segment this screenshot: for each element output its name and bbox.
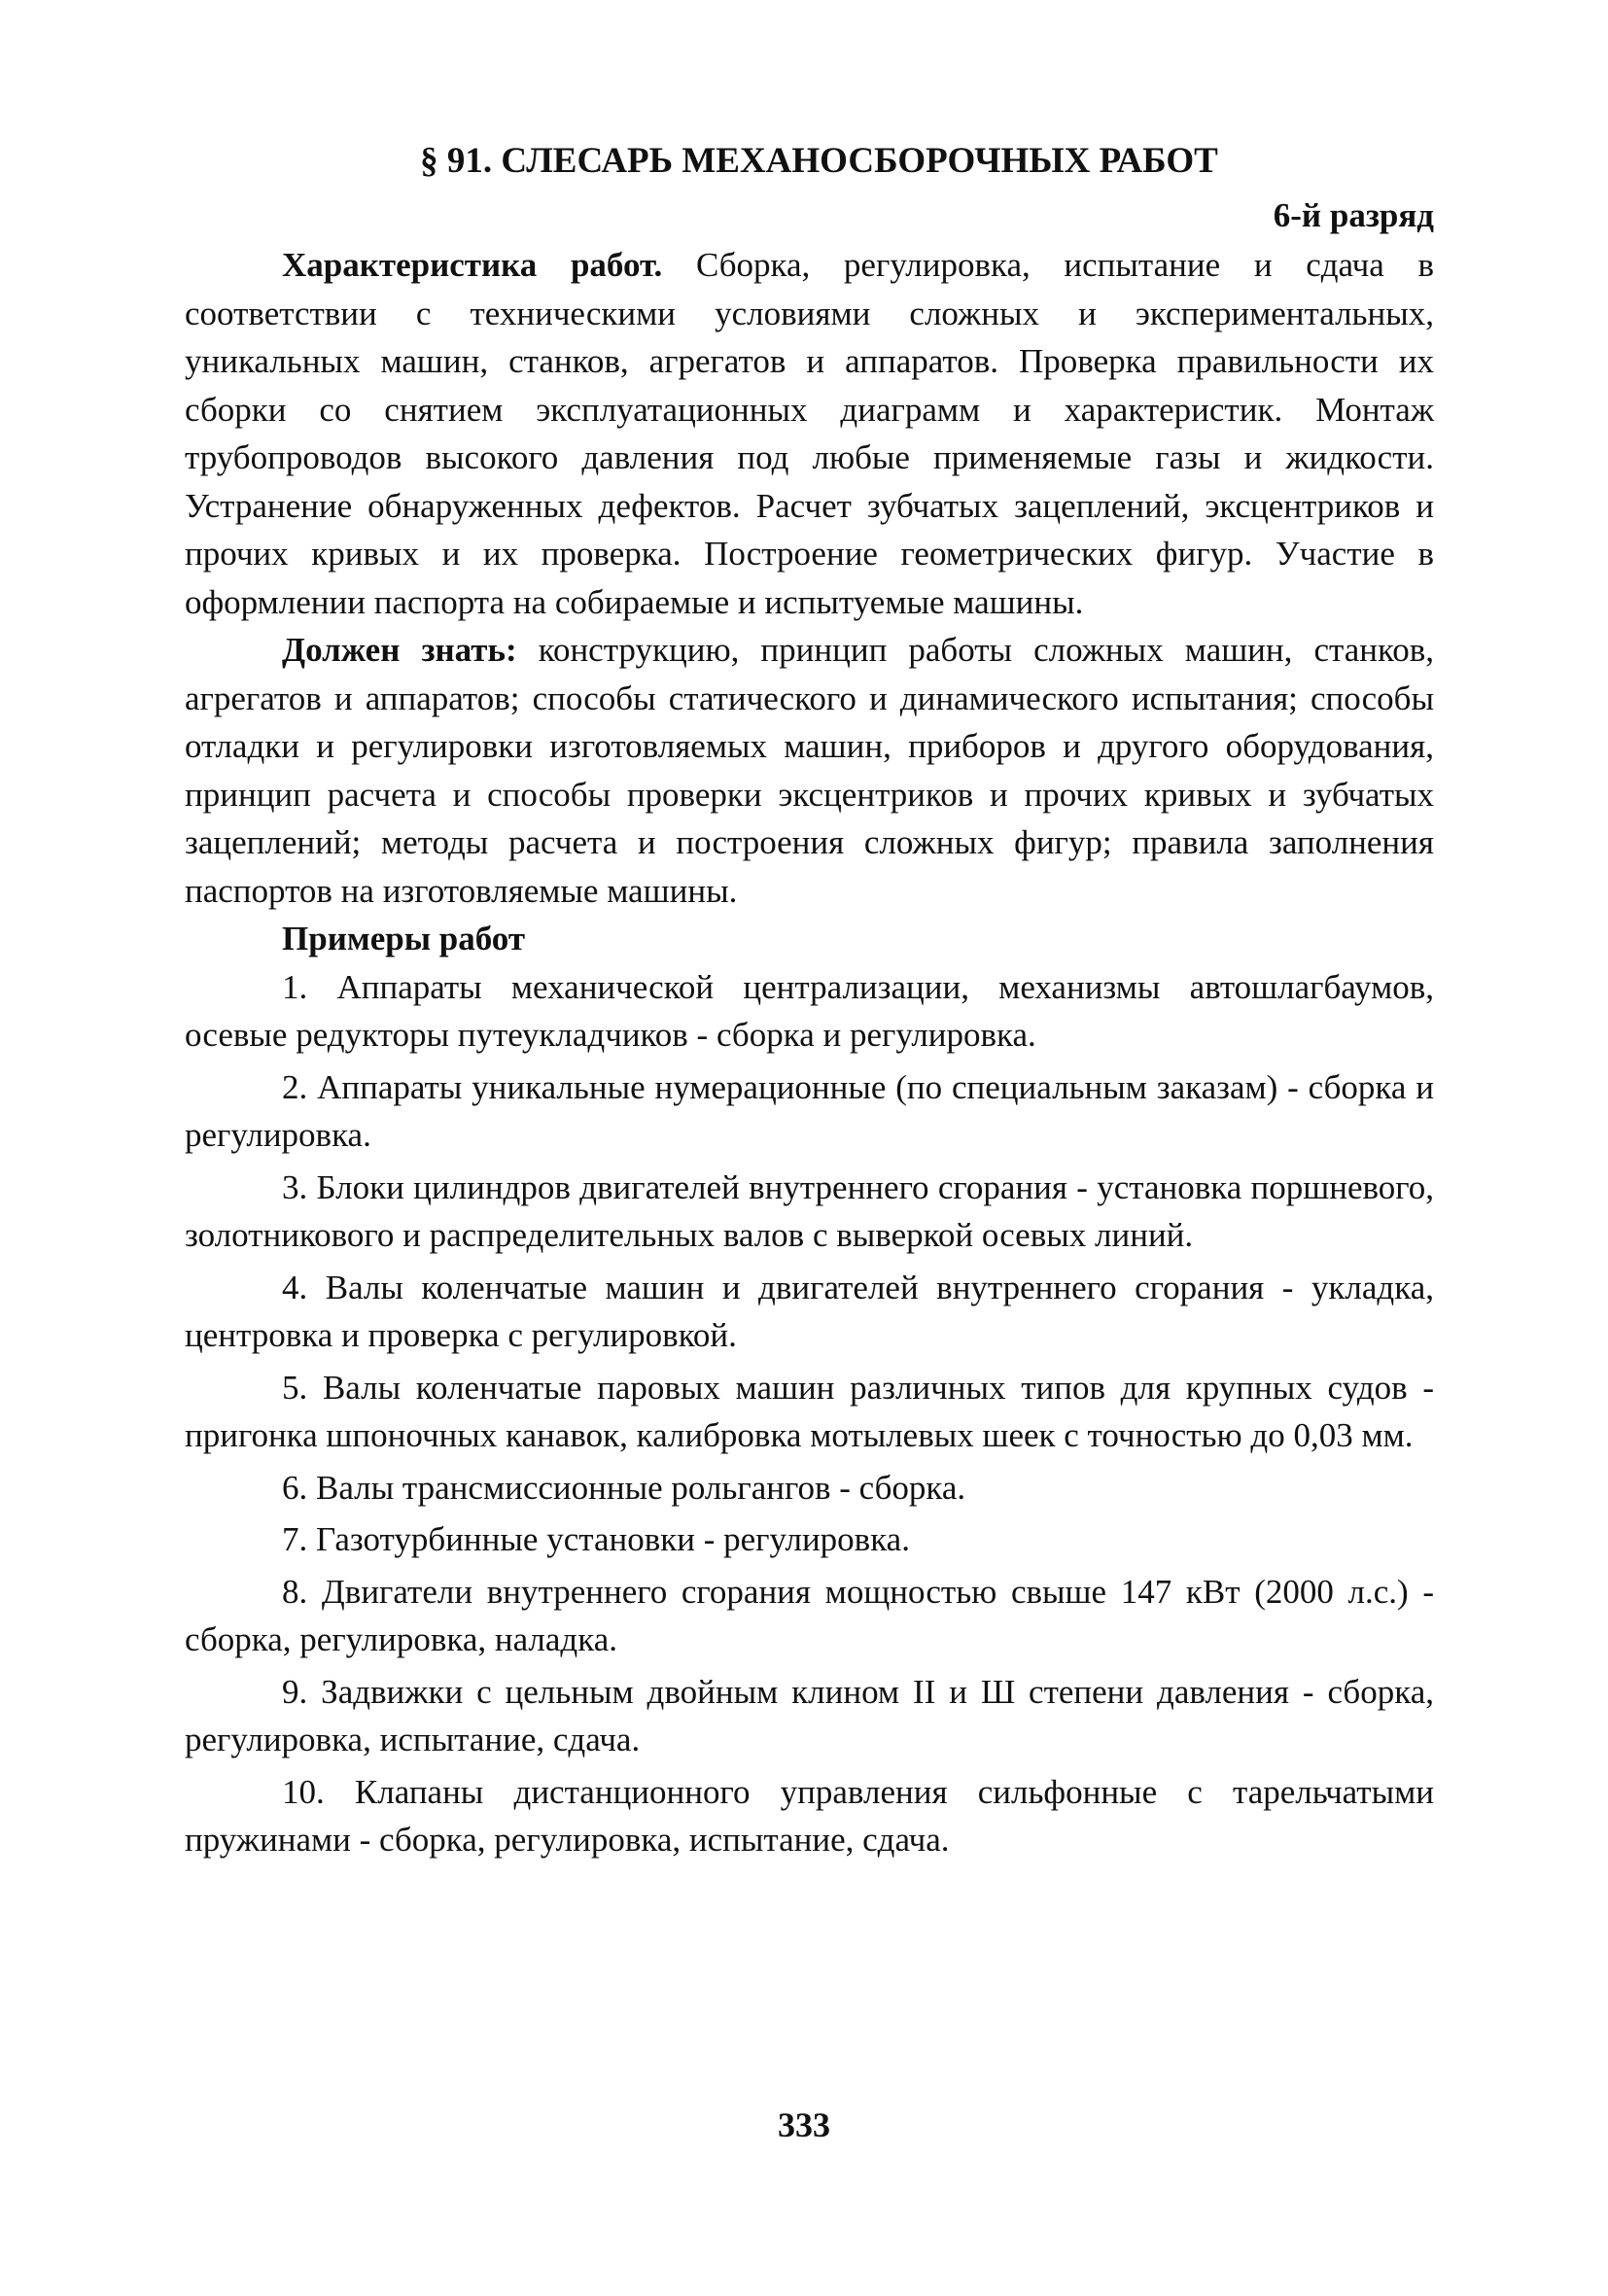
- example-item: 2. Аппараты уникальные нумерационные (по специальным заказам) - сборка и регулировка.: [185, 1067, 1434, 1154]
- examples-heading: Примеры работ: [282, 920, 526, 957]
- example-item: 4. Валы коленчатые машин и двигателей внутреннего сгорания - укладка, центровка и проверка с регулировкой.: [185, 1268, 1434, 1354]
- example-item: 6. Валы трансмиссионные рольгангов - сборка.: [282, 1468, 966, 1507]
- example-item: 3. Блоки цилиндров двигателей внутреннего сгорания - установка поршневого, золотникового и распределительных валов с выверкой осевых линий.: [185, 1167, 1434, 1254]
- example-item: 9. Задвижки с цельным двойным клином II и Ш степени давления - сборка, регулировка, испытание, сдача.: [185, 1672, 1434, 1758]
- grade-label: 6-й разряд: [1273, 196, 1434, 234]
- example-item: 5. Валы коленчатые паровых машин различных типов для крупных судов - пригонка шпоночных канавок, калибровка мотылевых шеек с точностью до 0,03 мм.: [185, 1368, 1434, 1454]
- example-item: 7. Газотурбинные установки - регулировка.: [282, 1520, 910, 1558]
- characteristics-paragraph: [185, 241, 1434, 626]
- page-number: 333: [778, 2105, 830, 2144]
- characteristics-label: Характеристика работ.: [282, 246, 663, 284]
- knowledge-paragraph: [185, 626, 1434, 915]
- document-page: [185, 136, 1434, 1868]
- example-item: 10. Клапаны дистанционного управления сильфонные с тарельчатыми пружинами - сборка, регулировка, испытание, сдача.: [185, 1772, 1434, 1859]
- examples-list: [185, 963, 1434, 1864]
- knowledge-label: Должен знать:: [282, 631, 517, 669]
- example-item: 1. Аппараты механической централизации, механизмы автошлагбаумов, осевые редукторы путеукладчиков - сборка и регулировка.: [185, 967, 1434, 1054]
- example-item: 8. Двигатели внутреннего сгорания мощностью свыше 147 кВт (2000 л.с.) - сборка, регулировка, наладка.: [185, 1572, 1434, 1658]
- knowledge-text: конструкцию, принцип работы сложных машин, станков, агрегатов и аппаратов; способы статического и динамического испытания; способы отладки и регулировки изготовляемых машин, приборов и другого оборудования, принцип расчета и способы проверки эксцентриков и прочих кривых и зубчатых зацеплений; методы расчета и построения сложных фигур; правила заполнения паспортов на изготовляемые машины.: [185, 631, 1434, 910]
- characteristics-text: Сборка, регулировка, испытание и сдача в соответствии с техническими условиями сложных и экспериментальных, уникальных машин, станков, агрегатов и аппаратов. Проверка правильности их сборки со снятием эксплуатационных диаграмм и характеристик. Монтаж трубопроводов высокого давления под любые применяемые газы и жидкости. Устранение обнаруженных дефектов. Расчет зубчатых зацеплений, эксцентриков и прочих кривых и их проверка. Построение геометрических фигур. Участие в оформлении паспорта на собираемые и испытуемые машины.: [185, 246, 1434, 621]
- section-title: § 91. СЛЕСАРЬ МЕХАНОСБОРОЧНЫХ РАБОТ: [420, 141, 1218, 181]
